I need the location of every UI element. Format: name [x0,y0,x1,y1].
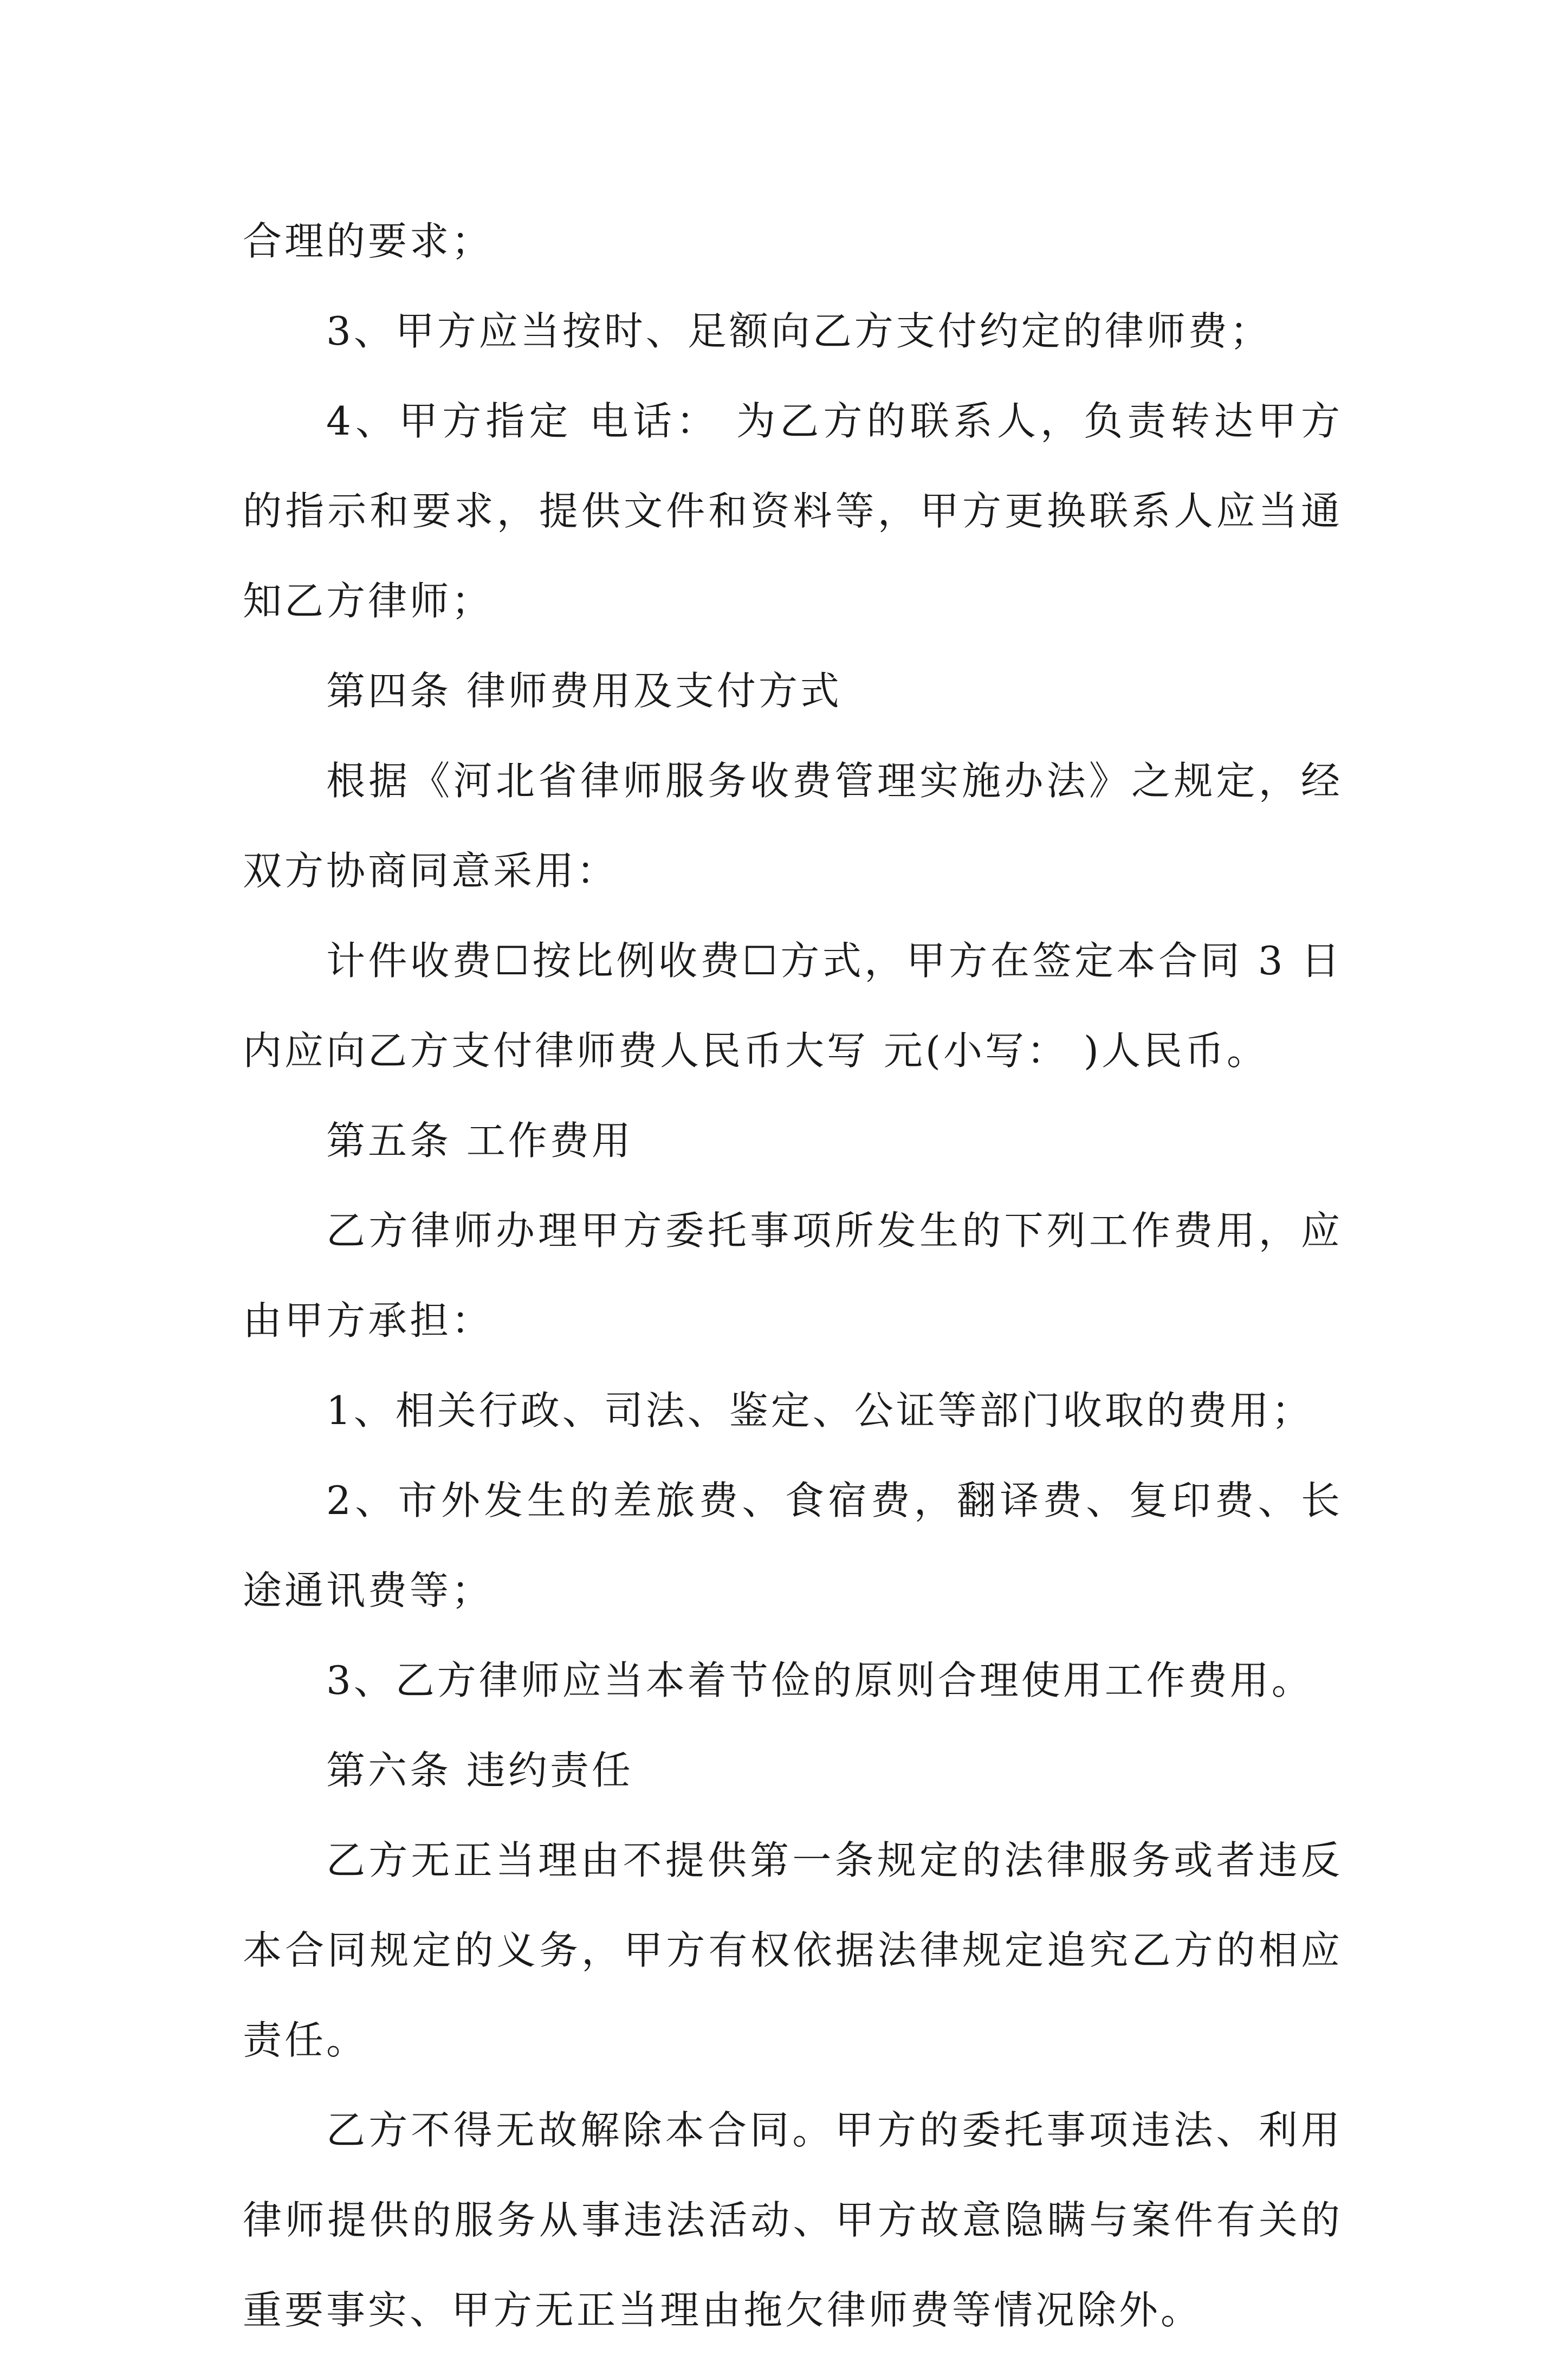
section-heading-article-6: 第六条 违约责任 [326,1748,633,1793]
paragraph-continuation: 合理的要求； [243,218,494,264]
paragraph-item-4: 4、甲方指定 电话： 为乙方的联系人，负责转达甲方的指示和要求，提供文件和资料等，甲方更换联系人应当通知乙方律师； [243,398,1343,624]
paragraph-item-3: 3、甲方应当按时、足额向乙方支付约定的律师费； [326,308,1272,354]
document-body [243,196,1343,2355]
section-heading-article-5: 第五条 工作费用 [326,1118,633,1163]
section-heading-article-4: 第四条 律师费用及支付方式 [326,668,842,714]
paragraph-fee-basis: 根据《河北省律师服务收费管理实施办法》之规定，经双方协商同意采用： [243,758,1343,894]
paragraph-expense-item-3: 3、乙方律师应当本着节俭的原则合理使用工作费用。 [326,1658,1313,1703]
paragraph-liability-2: 乙方不得无故解除本合同。甲方的委托事项违法、利用律师提供的服务从事违法活动、甲方故意隐瞒与案件有关的重要事实、甲方无正当理由拖欠律师费等情况除外。 [243,2107,1343,2333]
paragraph-work-expenses: 乙方律师办理甲方委托事项所发生的下列工作费用，应由甲方承担： [243,1208,1343,1343]
paragraph-expense-item-2: 2、市外发生的差旅费、食宿费，翻译费、复印费、长途通讯费等； [243,1478,1343,1613]
paragraph-fee-method: 计件收费☐按比例收费☐方式，甲方在签定本合同 3 日内应向乙方支付律师费人民币大写 元(小写： )人民币。 [243,938,1343,1073]
paragraph-liability-1: 乙方无正当理由不提供第一条规定的法律服务或者违反本合同规定的义务，甲方有权依据法律规定追究乙方的相应责任。 [243,1838,1343,2063]
paragraph-expense-item-1: 1、相关行政、司法、鉴定、公证等部门收取的费用； [326,1388,1313,1433]
